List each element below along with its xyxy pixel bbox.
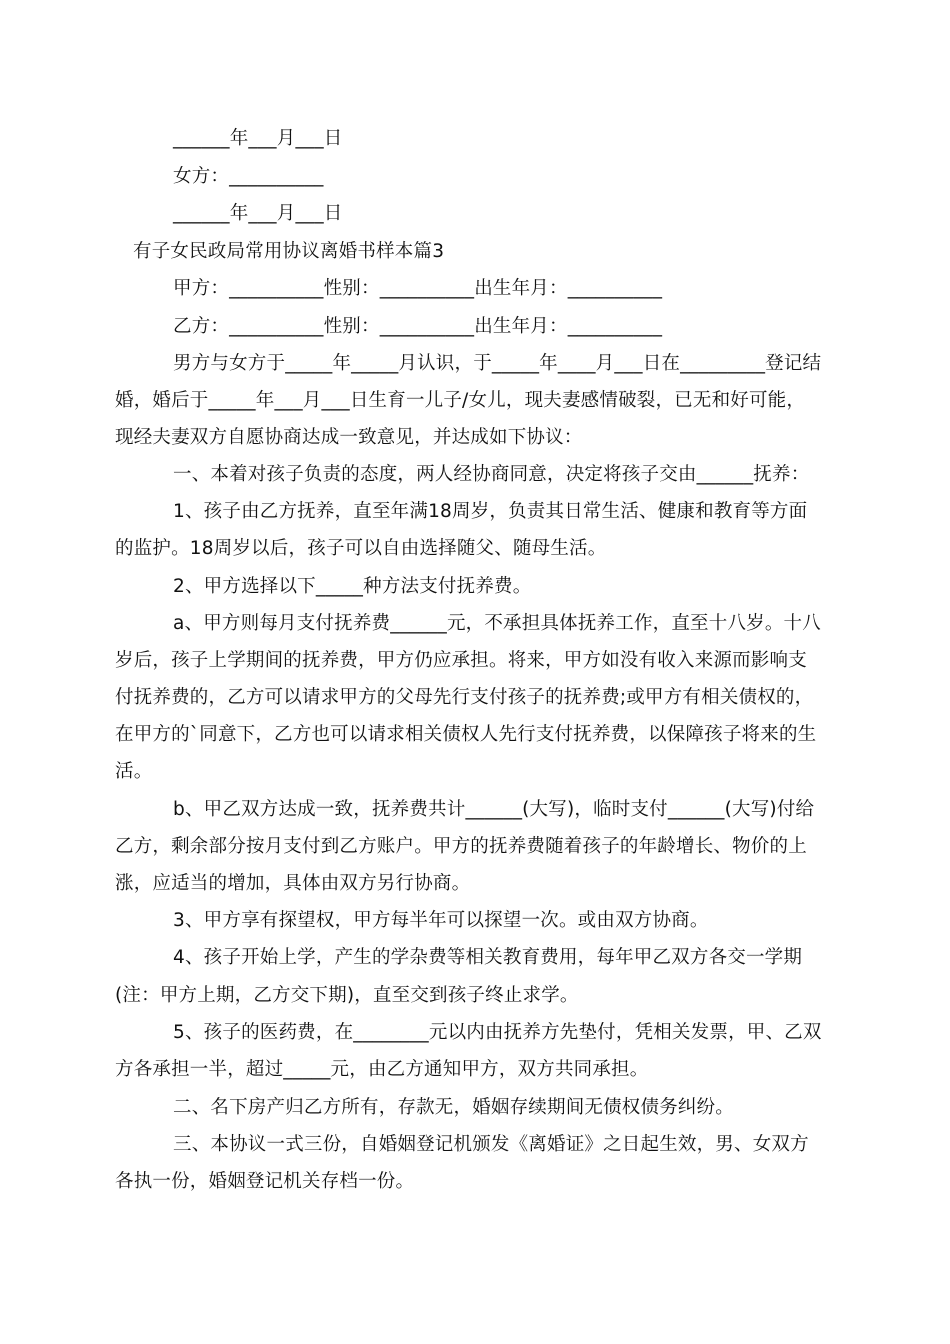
- paragraph-line: 婚，婚后于_____年___月___日生育一儿子/女儿，现夫妻感情破裂，已无和好可能，: [115, 390, 806, 411]
- paragraph-line: 乙方，剩余部分按月支付到乙方账户。甲方的抚养费随着孩子的年龄增长、物价的上: [115, 836, 807, 857]
- clause-2-heading: 二、名下房产归乙方所有，存款无，婚姻存续期间无债权债务纠纷。: [173, 1097, 735, 1118]
- paragraph-line: 4、孩子开始上学，产生的学杂费等相关教育费用，每年甲乙双方各交一学期: [173, 947, 803, 968]
- paragraph-line: 付抚养费的，乙方可以请求甲方的父母先行支付孩子的抚养费;或甲方有相关债权的，: [115, 687, 814, 708]
- paragraph-line: 在甲方的`同意下，乙方也可以请求相关债权人先行支付抚养费，以保障孩子将来的生: [115, 724, 817, 745]
- wife-date-line: ______年___月___日: [173, 203, 343, 224]
- husband-date-line: ______年___月___日: [173, 128, 343, 149]
- paragraph-line: 的监护。18周岁以后，孩子可以自由选择随父、随母生活。: [115, 538, 607, 559]
- paragraph-line: 岁后，孩子上学期间的抚养费，甲方仍应承担。将来，甲方如没有收入来源而影响支: [115, 650, 807, 671]
- paragraph-line: b、甲乙双方达成一致，抚养费共计______(大写)，临时支付______(大写)付给: [173, 799, 815, 820]
- wife-signature-line: 女方：__________: [173, 166, 324, 187]
- party-b-info: 乙方：__________性别：__________出生年月：__________: [173, 316, 663, 337]
- paragraph-line: 5、孩子的医药费，在________元以内由抚养方先垫付，凭相关发票，甲、乙双: [173, 1022, 822, 1043]
- paragraph-line: 1、孩子由乙方抚养，直至年满18周岁，负责其日常生活、健康和教育等方面: [173, 501, 808, 522]
- party-a-info: 甲方：__________性别：__________出生年月：__________: [173, 278, 663, 299]
- paragraph-line: a、甲方则每月支付抚养费______元，不承担具体抚养工作，直至十八岁。十八: [173, 613, 821, 634]
- paragraph-line: 方各承担一半，超过_____元，由乙方通知甲方，双方共同承担。: [115, 1059, 649, 1080]
- clause-3-heading: 三、本协议一式三份，自婚姻登记机颁发《离婚证》之日起生效，男、女双方: [173, 1134, 809, 1155]
- paragraph-line: (注：甲方上期，乙方交下期)，直至交到孩子终止求学。: [115, 985, 579, 1006]
- paragraph-line: 活。: [115, 761, 153, 782]
- paragraph-line: 现经夫妻双方自愿协商达成一致意见，并达成如下协议：: [115, 427, 583, 448]
- paragraph-line: 各执一份，婚姻登记机关存档一份。: [115, 1171, 415, 1192]
- paragraph-line: 涨，应适当的增加，具体由双方另行协商。: [115, 873, 471, 894]
- clause-1-heading: 一、本着对孩子负责的态度，两人经协商同意，决定将孩子交由______抚养：: [173, 464, 810, 485]
- paragraph-line: 男方与女方于_____年_____月认识，于_____年____月___日在_________登记结: [173, 353, 822, 374]
- paragraph-line: 2、甲方选择以下_____种方法支付抚养费。: [173, 576, 532, 597]
- section-title: 有子女民政局常用协议离婚书样本篇3: [133, 241, 445, 262]
- paragraph-line: 3、甲方享有探望权，甲方每半年可以探望一次。或由双方协商。: [173, 910, 709, 931]
